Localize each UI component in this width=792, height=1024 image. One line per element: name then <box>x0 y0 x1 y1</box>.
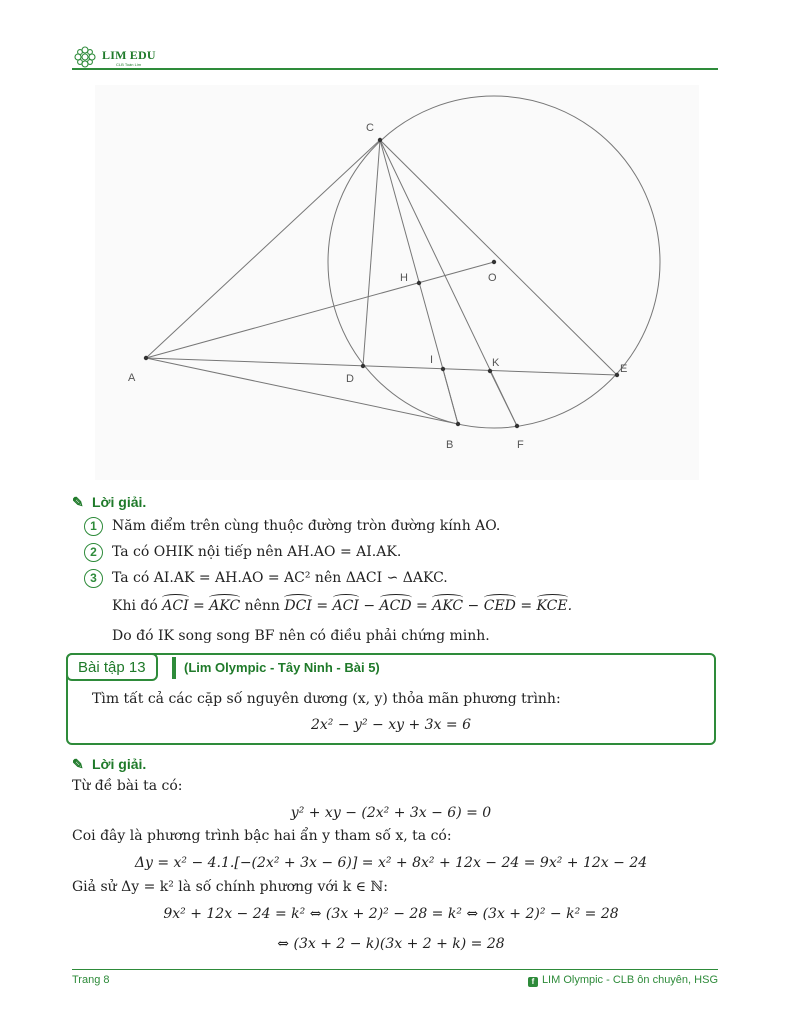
label-a: A <box>128 372 136 384</box>
solution-text: Từ đề bài ta có: <box>72 778 183 794</box>
geometry-figure <box>95 85 699 480</box>
header-rule <box>72 68 718 70</box>
label-e: E <box>620 363 628 375</box>
solution-heading: ✎ Lời giải. <box>72 494 147 510</box>
step-number: 1 <box>84 517 103 536</box>
conclusion-line: Do đó IK song song BF nên có điều phải chứng minh. <box>112 628 490 644</box>
label-f: F <box>517 439 524 451</box>
exercise-equation: 2x² − y² − xy + 3x = 6 <box>311 717 471 733</box>
page-number: Trang 8 <box>72 974 110 986</box>
solution-heading-2: ✎ Lời giải. <box>72 756 147 772</box>
logo-icon <box>72 44 98 70</box>
equation-4: ⇔ (3x + 2 − k)(3x + 2 + k) = 28 <box>277 936 505 952</box>
label-d: D <box>346 373 354 385</box>
equation-2: Δy = x² − 4.1.[−(2x² + 3x − 6)] = x² + 8x² + 12x − 24 = 9x² + 12x − 24 <box>134 855 648 871</box>
logo-text: LIM EDU <box>102 48 156 62</box>
label-b: B <box>446 439 454 451</box>
footer-brand: f LIM Olympic - CLB ôn chuyên, HSG <box>528 974 718 987</box>
facebook-icon: f <box>528 977 538 987</box>
label-h: H <box>400 272 408 284</box>
label-c: C <box>366 122 374 134</box>
footer-rule <box>72 969 718 970</box>
step-text: Ta có OHIK nội tiếp nên AH.AO = AI.AK. <box>112 544 402 560</box>
label-o: O <box>488 272 497 284</box>
label-i: I <box>430 354 434 366</box>
logo-subtitle: CLB Toán Lim <box>116 62 142 67</box>
solution-text: Giả sử Δy = k² là số chính phương với k ∈ ℕ: <box>72 879 388 895</box>
step-number: 2 <box>84 543 103 562</box>
solution-text: Coi đây là phương trình bậc hai ẩn y tham số x, ta có: <box>72 828 452 844</box>
step-text: Ta có AI.AK = AH.AO = AC² nên ΔACI ∽ ΔAKC. <box>112 570 448 586</box>
edit-icon: ✎ <box>72 494 84 510</box>
exercise-source: (Lim Olympic - Tây Ninh - Bài 5) <box>184 660 380 675</box>
edit-icon: ✎ <box>72 756 84 772</box>
step-text: Năm điểm trên cùng thuộc đường tròn đường kính AO. <box>112 518 501 534</box>
angle-equation-line: Khi đó ACI = AKC nênn DCI = ACI − ACD = AKC − CED = KCE. <box>112 598 573 614</box>
equation-1: y² + xy − (2x² + 3x − 6) = 0 <box>290 805 492 821</box>
equation-3: 9x² + 12x − 24 = k² ⇔ (3x + 2)² − 28 = k² ⇔ (3x + 2)² − k² = 28 <box>163 906 619 922</box>
label-k: K <box>492 357 500 369</box>
exercise-prompt: Tìm tất cả các cặp số nguyên dương (x, y) thỏa mãn phương trình: <box>92 691 561 707</box>
exercise-tag: Bài tập 13 <box>66 653 158 681</box>
tag-divider <box>172 657 176 679</box>
step-number: 3 <box>84 569 103 588</box>
